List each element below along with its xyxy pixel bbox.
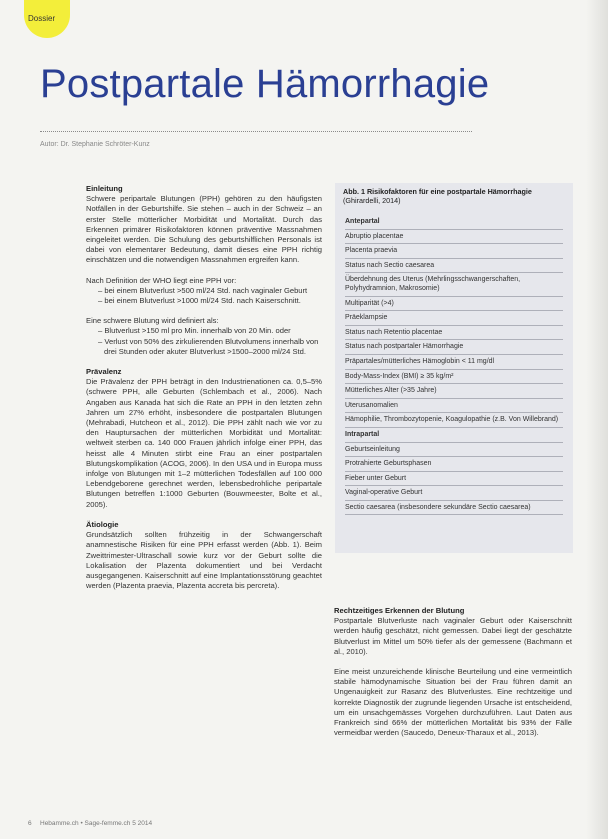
heading-praevalenz: Prävalenz [86,367,122,377]
list-item: – Verlust von 50% des zirkulierenden Blutvolumens innerhalb von drei Stunden oder akuter Blutverlust >1500–2000 ml/24 Std. [98,336,319,356]
risk-factor-item: Überdehnung des Uterus (Mehrlingsschwangerschaften, Polyhydramnion, Makrosomie) [345,273,563,296]
author-line: Autor: Dr. Stephanie Schröter-Kunz [40,141,150,148]
risk-factor-item: Status nach postpartaler Hämorrhagie [345,340,563,355]
risk-group-heading: Antepartal [345,215,563,230]
risk-factor-item: Vaginal-operative Geburt [345,486,563,501]
heading-erkennen: Rechtzeitiges Erkennen der Blutung [334,606,465,615]
risk-factor-item: Body-Mass-Index (BMI) ≥ 35 kg/m² [345,370,563,385]
risk-factor-item: Präeklampsie [345,311,563,326]
definition-list [86,286,322,306]
severe-intro: Eine schwere Blutung wird definiert als: [86,316,219,326]
risk-factor-item: Sectio caesarea (insbesondere sekundäre Sectio caesarea) [345,501,563,516]
risk-group-heading: Intrapartal [345,428,563,443]
risk-factor-list [345,215,563,515]
severe-list [86,326,322,357]
page-edge-shadow [586,0,608,839]
risk-factor-item: Protrahierte Geburtsphasen [345,457,563,472]
paragraph-erkennen-2: Eine meist unzureichende klinische Beurteilung und eine vermeintlich stabile hämodynamische Situation bei der Frau führen damit an Ungenauigkeit zur Rasanz des Blutverlustes. Eine rechtzeitige und korrekte Diagnostik der zugrunde liegenden Ursache ist entscheidend, um ein unsachgemässes Vorgehen durchzuführen. Laut Daten aus Frankreich sind 66% der mütterlichen Mortalität bis 93% der Fälle vermeidbar werden (Saucedo, Deneux-Tharaux et al., 2013). [334,667,572,738]
paragraph-aetiologie: Grundsätzlich sollten frühzeitig in der Schwangerschaft anamnestische Risiken für eine PPH erfasst werden (Abb. 1). Beim Zweittrimester-Ultraschall sowie kurz vor der Geburt sollte die Lokalisation der Plazenta dokumentiert und bei Verdacht ausgegangenen. Kaiserschnitt auf eine Implantationsstörung geachtet werden (Plazenta praevia, Plazenta accreta bis percreta). [86,530,322,591]
paragraph-einleitung: Schwere peripartale Blutungen (PPH) gehören zu den häufigsten Notfällen in der Geburtshilfe. Sie stehen – auch in der Schweiz – an erster Stelle mütterlicher Morbidität und Mortalität. Durch das Erkennen primärer Risikofaktoren können präventive Massnahmen eingeleitet werden. Die Schulung des geburtshilflichen Personals ist dabei von elementarer Bedeutung, damit dieses eine PPH richtig einschätzen und die notwendigen Massnahmen ergreifen kann. [86,194,322,265]
section-label: Dossier [28,14,56,23]
right-column [334,606,572,738]
risk-factor-item: Geburtseinleitung [345,443,563,458]
page-number: 6 [28,820,32,827]
definition-intro: Nach Definition der WHO liegt eine PPH vor: [86,275,237,285]
risk-factor-item: Mütterliches Alter (>35 Jahre) [345,384,563,399]
risk-factor-item: Placenta praevia [345,244,563,259]
risk-factor-item: Uterusanomalien [345,399,563,414]
journal-footer: Hebamme.ch • Sage-femme.ch 5 2014 [40,820,153,827]
heading-einleitung: Einleitung [86,184,123,193]
paragraph-praevalenz: Die Prävalenz der PPH beträgt in den Industrienationen ca. 0,5–5% (schwere PPH, alle Geburten (Schlembach et al., 2006). Nach Angaben aus Kanada hat sich die Rate an PPH in den letzten zehn Jahren um 27% erhöht, insbesondere die postpartalen Blutungen (Mehrabadi, Hutcheon et al., 2012). Die PPH zählt nach wie vor zu den Hauptursachen der mütterlichen Morbidität und Mortalität: weltweit sterben ca. 140 000 Frauen jährlich infolge einer PPH, das heisst alle 4 Minuten stirbt eine Frau an einer postpartalen Blutungskomplikation (ACOG, 2006). In den USA und in Europa muss infolge von Blutungen mit 1–2 mütterlichen Todesfällen auf 100 000 Lebendgeborene gerechnet werden, lebensbedrohliche peripartale Blutungen betreffen 1:1000 Geburten (Bouwmeester, Bolte et al., 2005). [86,377,322,509]
risk-factor-item: Multiparität (>4) [345,297,563,312]
risk-factor-box [335,183,573,553]
risk-factor-item: Präpartales/mütterliches Hämoglobin < 11 mg/dl [345,355,563,370]
list-item: – bei einem Blutverlust >1000 ml/24 Std. nach Kaiserschnitt. [98,296,301,306]
title-divider [40,131,472,132]
list-item: – Blutverlust >150 ml pro Min. innerhalb von 20 Min. oder [98,326,291,336]
heading-aetiologie: Ätiologie [86,519,119,529]
risk-factor-item: Status nach Sectio caesarea [345,259,563,274]
risk-factor-item: Hämophilie, Thrombozytopenie, Koagulopathie (z.B. Von Willebrand) [345,413,563,428]
risk-factor-item: Status nach Retentio placentae [345,326,563,341]
risk-factor-item: Fieber unter Geburt [345,472,563,487]
paragraph-erkennen-1: Postpartale Blutverluste nach vaginaler Geburt oder Kaiserschnitt werden häufig geschätzt, nicht gemessen. Dabei liegt der geschätzte Blutverlust im Mittel um 50% tiefer als der gemessene (Bachmann et al., 2010). [334,616,572,656]
risk-factor-item: Abruptio placentae [345,230,563,245]
list-item: – bei einem Blutverlust >500 ml/24 Std. nach vaginaler Geburt [98,285,308,295]
left-column [86,184,322,591]
risk-box-title: Abb. 1 Risikofaktoren für eine postpartale Hämorrhagie (Ghirardelli, 2014) [343,187,532,206]
article-title: Postpartale Hämorrhagie [40,62,490,106]
